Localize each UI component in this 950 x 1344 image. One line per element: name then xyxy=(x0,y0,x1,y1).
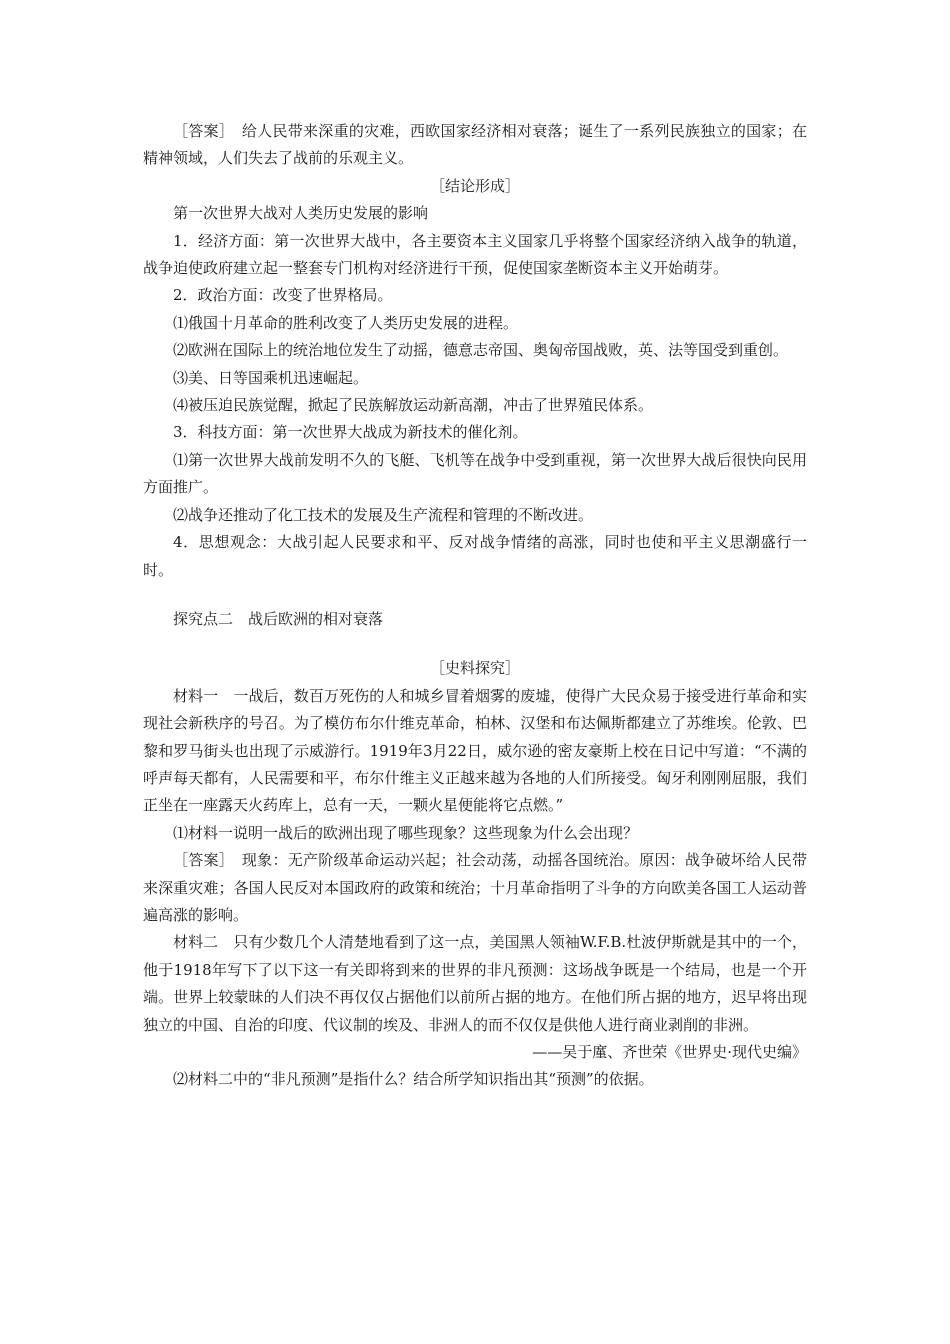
spacer xyxy=(143,633,807,655)
section-heading-sources: ［史料探究］ xyxy=(429,659,520,678)
point-technology: 3．科技方面：第一次世界大战成为新技术的催化剂。 xyxy=(173,423,528,442)
question-one: ⑴材料一说明一战后的欧洲出现了哪些现象？这些现象为什么会出现？ xyxy=(173,823,639,842)
point-ideology: 4．思想观念：大战引起人民要求和平、反对战争情绪的高涨，同时也使和平主义思潮盛行一时。 xyxy=(143,533,807,579)
material-two: 材料二 只有少数几个人清楚地看到了这一点，美国黑人领袖W.F.B.杜波伊斯就是其中的一个，他于1918年写下了以下这一有关即将到来的世界的非凡预测：这场战争既是一个结局，也是一个开端。世界上较蒙昧的人们决不再仅仅占据他们以前所占据的地方。在他们所占据的地方，迟早将出现独立的中国、自治的印度、代议制的埃及、非洲人的而不仅仅是供他人进行商业剥削的非洲。 xyxy=(143,933,807,1034)
conclusion-title: 第一次世界大战对人类历史发展的影响 xyxy=(173,204,429,223)
document-page xyxy=(143,118,807,1094)
section-heading-conclusion: ［结论形成］ xyxy=(429,176,520,195)
citation: ——吴于廑、齐世荣《世界史·现代史编》 xyxy=(532,1043,807,1061)
point-politics: 2．政治方面：改变了世界格局。 xyxy=(173,286,393,305)
answer-paragraph: ［答案］ 给人民带来深重的灾难，西欧国家经济相对衰落；诞生了一系列民族独立的国家；在精神领域，人们失去了战前的乐观主义。 xyxy=(143,122,807,168)
section-title-inquiry-two: 探究点二 战后欧洲的相对衰落 xyxy=(173,609,384,628)
sub-point: ⑴第一次世界大战前发明不久的飞艇、飞机等在战争中受到重视，第一次世界大战后很快向民用方面推广。 xyxy=(143,450,807,497)
sub-point: ⑷被压迫民族觉醒，掀起了民族解放运动新高潮，冲击了世界殖民体系。 xyxy=(173,396,654,415)
material-one: 材料一 一战后，数百万死伤的人和城乡冒着烟雾的废墟，使得广大民众易于接受进行革命和实现社会新秩序的号召。为了模仿布尔什维克革命，柏林、汉堡和布达佩斯都建立了苏维埃。伦敦、巴黎和罗马街头也出现了示威游行。1919年3月22日，威尔逊的密友豪斯上校在日记中写道：“不满的呼声每天都有，人民需要和平，布尔什维主义正越来越为各地的人们所接受。匈牙利刚刚屈服，我们正坐在一座露天火药库上，总有一天，一颗火星便能将它点燃。” xyxy=(143,686,807,815)
spacer xyxy=(143,584,807,606)
sub-point: ⑵战争还推动了化工技术的发展及生产流程和管理的不断改进。 xyxy=(173,505,594,524)
sub-point: ⑵欧洲在国际上的统治地位发生了动摇，德意志帝国、奥匈帝国战败，英、法等国受到重创。 xyxy=(173,341,789,360)
sub-point: ⑶美、日等国乘机迅速崛起。 xyxy=(173,368,369,387)
point-economy: 1．经济方面：第一次世界大战中，各主要资本主义国家几乎将整个国家经济纳入战争的轨道，战争迫使政府建立起一整套专门机构对经济进行干预，促使国家垄断资本主义开始萌芽。 xyxy=(143,231,807,278)
question-two: ⑵材料二中的“非凡预测”是指什么？结合所学知识指出其“预测”的依据。 xyxy=(173,1070,654,1089)
sub-point: ⑴俄国十月革命的胜利改变了人类历史发展的进程。 xyxy=(173,313,519,332)
answer-one: ［答案］ 现象：无产阶级革命运动兴起；社会动荡，动摇各国统治。原因：战争破坏给人民带来深重灾难；各国人民反对本国政府的政策和统治；十月革命指明了斗争的方向欧美各国工人运动普遍高涨的影响。 xyxy=(143,851,807,924)
